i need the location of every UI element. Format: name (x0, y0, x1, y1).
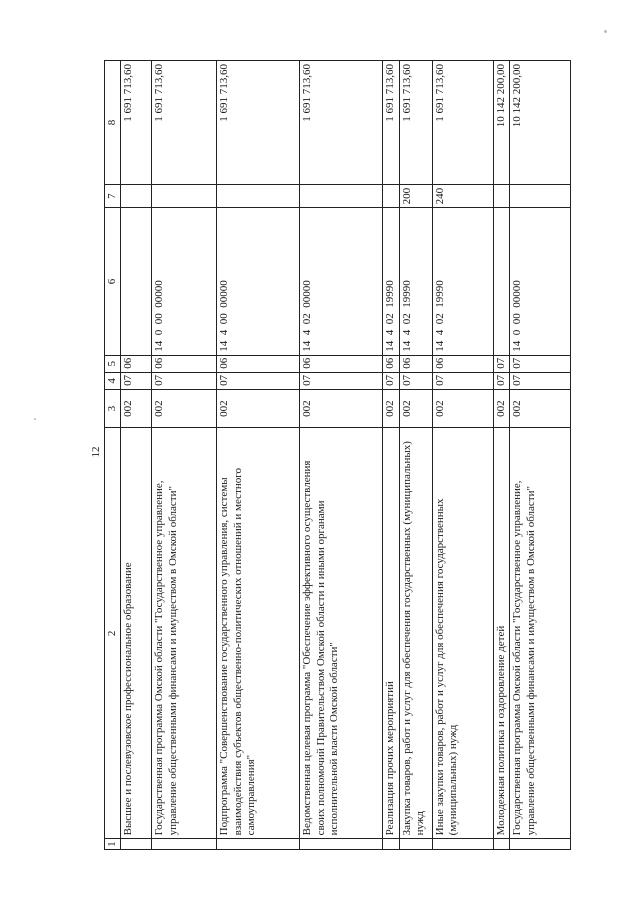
header-col-4: 4 (105, 372, 121, 389)
scan-speck (34, 418, 36, 420)
cell-amount: 1 691 713,60 (152, 61, 217, 185)
cell-amount: 1 691 713,60 (217, 61, 300, 185)
cell-name: Государственная программа Омской области "Государственное управление, управление общественными финансами и имуществом в Омской области" (510, 428, 571, 839)
cell-index (383, 839, 399, 850)
cell-index (300, 839, 383, 850)
cell-ministry-code: 002 (121, 389, 152, 427)
cell-expense-type (121, 184, 152, 207)
cell-target-code (493, 208, 509, 355)
page-number: 12 (90, 446, 102, 458)
cell-subsection: 07 (510, 355, 571, 372)
cell-expense-type (217, 184, 300, 207)
cell-index (493, 839, 509, 850)
cell-index (399, 839, 432, 850)
header-col-1: 1 (105, 839, 121, 850)
table-header-row (105, 61, 121, 850)
cell-index (121, 839, 152, 850)
cell-subsection: 06 (399, 355, 432, 372)
cell-index (217, 839, 300, 850)
cell-target-code: 14 4 02 19990 (383, 208, 399, 355)
cell-subsection: 06 (300, 355, 383, 372)
header-col-3: 3 (105, 389, 121, 427)
cell-section: 07 (217, 372, 300, 389)
cell-target-code: 14 4 00 00000 (217, 208, 300, 355)
cell-target-code: 14 4 02 19990 (399, 208, 432, 355)
cell-subsection: 06 (432, 355, 493, 372)
cell-subsection: 06 (121, 355, 152, 372)
cell-section: 07 (493, 372, 509, 389)
cell-name: Ведомственная целевая программа "Обеспечение эффективного осуществления своих полномочий Правительством Омской области и иными органами исполнительной власти Омской области" (300, 428, 383, 839)
cell-expense-type (510, 184, 571, 207)
header-col-2: 2 (105, 428, 121, 839)
cell-section: 07 (152, 372, 217, 389)
cell-section: 07 (399, 372, 432, 389)
header-col-7: 7 (105, 184, 121, 207)
cell-ministry-code: 002 (300, 389, 383, 427)
cell-subsection: 07 (493, 355, 509, 372)
cell-amount: 1 691 713,60 (121, 61, 152, 185)
header-col-5: 5 (105, 355, 121, 372)
table-row (493, 61, 509, 850)
cell-ministry-code: 002 (383, 389, 399, 427)
cell-ministry-code: 002 (510, 389, 571, 427)
cell-section: 07 (300, 372, 383, 389)
cell-ministry-code: 002 (152, 389, 217, 427)
cell-name: Закупка товаров, работ и услуг для обеспечения государственных (муниципальных) нужд (399, 428, 432, 839)
cell-ministry-code: 002 (217, 389, 300, 427)
cell-target-code: 14 4 02 00000 (300, 208, 383, 355)
cell-section: 07 (121, 372, 152, 389)
cell-subsection: 06 (383, 355, 399, 372)
cell-expense-type (493, 184, 509, 207)
cell-amount: 1 691 713,60 (383, 61, 399, 185)
cell-section: 07 (510, 372, 571, 389)
header-col-8: 8 (105, 61, 121, 185)
cell-index (152, 839, 217, 850)
cell-name: Высшее и послевузовское профессиональное образование (121, 428, 152, 839)
cell-index (510, 839, 571, 850)
cell-name: Государственная программа Омской области "Государственное управление, управление общественными финансами и имуществом в Омской области" (152, 428, 217, 839)
table-row (432, 61, 493, 850)
scan-speck (604, 30, 607, 33)
cell-name: Подпрограмма "Совершенствование государственного управления, системы взаимодействия субъектов общественно-политических отношений и местного самоуправления" (217, 428, 300, 839)
cell-section: 07 (383, 372, 399, 389)
cell-name: Молодежная политика и оздоровление детей (493, 428, 509, 839)
cell-amount: 1 691 713,60 (399, 61, 432, 185)
cell-ministry-code: 002 (399, 389, 432, 427)
cell-expense-type (300, 184, 383, 207)
header-col-6: 6 (105, 208, 121, 355)
cell-ministry-code: 002 (493, 389, 509, 427)
cell-subsection: 06 (152, 355, 217, 372)
table-row (300, 61, 383, 850)
cell-target-code: 14 4 02 19990 (432, 208, 493, 355)
cell-subsection: 06 (217, 355, 300, 372)
cell-target-code (121, 208, 152, 355)
cell-target-code: 14 0 00 00000 (510, 208, 571, 355)
table-row (121, 61, 152, 850)
cell-amount: 1 691 713,60 (300, 61, 383, 185)
cell-expense-type: 240 (432, 184, 493, 207)
cell-ministry-code: 002 (432, 389, 493, 427)
cell-expense-type: 200 (399, 184, 432, 207)
cell-expense-type (152, 184, 217, 207)
cell-name: Иные закупки товаров, работ и услуг для обеспечения государственных (муниципальных) нужд (432, 428, 493, 839)
cell-amount: 10 142 200,00 (493, 61, 509, 185)
table-row (383, 61, 399, 850)
rotated-table-container (104, 60, 537, 850)
cell-amount: 1 691 713,60 (432, 61, 493, 185)
cell-amount: 10 142 200,00 (510, 61, 571, 185)
cell-expense-type (383, 184, 399, 207)
budget-table (104, 60, 571, 850)
cell-index (432, 839, 493, 850)
cell-target-code: 14 0 00 00000 (152, 208, 217, 355)
table-row (217, 61, 300, 850)
table-row (152, 61, 217, 850)
table-row (399, 61, 432, 850)
cell-name: Реализация прочих мероприятий (383, 428, 399, 839)
cell-section: 07 (432, 372, 493, 389)
table-row (510, 61, 571, 850)
